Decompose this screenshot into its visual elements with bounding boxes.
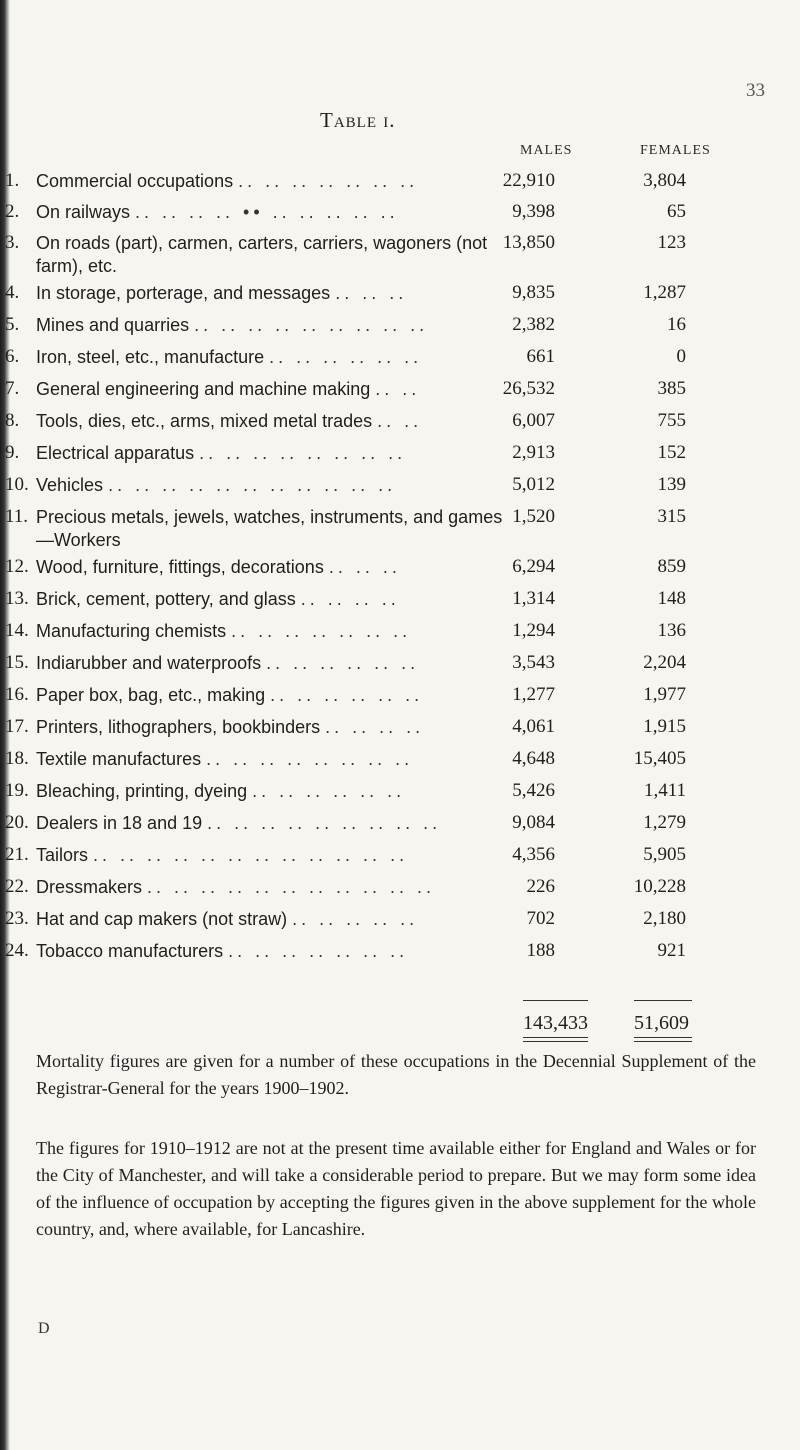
row-label: Paper box, bag, etc., making — [36, 685, 266, 705]
row-females-value: 10,228 — [633, 876, 686, 897]
row-females-value: 1,279 — [643, 812, 686, 833]
row-males-value: 6,294 — [512, 556, 555, 577]
row-males-value: 22,910 — [502, 170, 555, 191]
row-leader-dots: .. .. .. .. .. .. — [270, 685, 424, 705]
row-occupation — [36, 474, 504, 497]
row-label: Commercial occupations — [36, 171, 234, 191]
row-number: 11. — [5, 506, 29, 527]
row-males-value: 13,850 — [502, 232, 555, 253]
row-males-value: 26,532 — [502, 378, 555, 399]
column-header-females: FEMALES — [640, 143, 711, 158]
signature-mark: D — [38, 1320, 50, 1337]
row-label: Tobacco manufacturers — [36, 941, 224, 961]
row-label: Precious metals, jewels, watches, instruments, and games—Workers — [36, 507, 503, 550]
row-number: 16. — [5, 684, 29, 705]
row-leader-dots: .. .. .. — [328, 557, 401, 577]
row-number: 4. — [5, 282, 20, 303]
row-number: 1. — [5, 170, 20, 191]
row-number: 2. — [5, 201, 20, 222]
row-occupation — [36, 314, 504, 337]
row-females-value: 15,405 — [633, 748, 686, 769]
row-number: 15. — [5, 652, 29, 673]
row-label: Vehicles — [36, 475, 104, 495]
row-males-value: 2,382 — [512, 314, 555, 335]
row-occupation — [36, 876, 504, 899]
row-males-value: 1,314 — [512, 588, 555, 609]
row-leader-dots: .. .. .. .. .. .. — [266, 653, 420, 673]
row-males-value: 702 — [526, 908, 555, 929]
row-leader-dots: .. .. .. .. .. .. — [269, 347, 423, 367]
row-label: General engineering and machine making — [36, 379, 371, 399]
row-label: Textile manufactures — [36, 749, 202, 769]
row-number: 10. — [5, 474, 29, 495]
row-label: Bleaching, printing, dyeing — [36, 781, 248, 801]
row-occupation — [36, 201, 504, 224]
row-leader-dots: .. .. .. — [335, 283, 408, 303]
row-label: Tailors — [36, 845, 89, 865]
row-occupation — [36, 556, 504, 579]
row-males-value: 1,277 — [512, 684, 555, 705]
row-number: 22. — [5, 876, 29, 897]
row-females-value: 136 — [657, 620, 686, 641]
row-females-value: 5,905 — [643, 844, 686, 865]
paragraph-mortality: Mortality figures are given for a number of these occupations in the Decennial Supplement of the Registrar-General for the years 1900–1902. — [36, 1051, 756, 1098]
row-males-value: 1,520 — [512, 506, 555, 527]
row-males-value: 9,084 — [512, 812, 555, 833]
row-label: Dealers in 18 and 19 — [36, 813, 203, 833]
row-occupation — [36, 652, 504, 675]
row-leader-dots: .. .. .. .. .. .. .. — [238, 171, 419, 191]
row-number: 3. — [5, 232, 20, 253]
row-leader-dots: .. .. .. .. .. .. .. .. — [206, 749, 414, 769]
row-label: Brick, cement, pottery, and glass — [36, 589, 296, 609]
row-females-value: 755 — [657, 410, 686, 431]
row-males-value: 226 — [526, 876, 555, 897]
row-males-value: 6,007 — [512, 410, 555, 431]
row-number: 24. — [5, 940, 29, 961]
row-label: Printers, lithographers, bookbinders — [36, 717, 321, 737]
row-number: 18. — [5, 748, 29, 769]
row-occupation — [36, 812, 504, 835]
row-number: 19. — [5, 780, 29, 801]
row-leader-dots: .. .. .. .. .. — [292, 909, 419, 929]
row-occupation — [36, 684, 504, 707]
row-females-value: 921 — [657, 940, 686, 961]
row-leader-dots: .. .. .. .. — [325, 717, 425, 737]
row-males-value: 4,061 — [512, 716, 555, 737]
row-label: Hat and cap makers (not straw) — [36, 909, 288, 929]
row-label: Electrical apparatus — [36, 443, 195, 463]
row-label: On roads (part), carmen, carters, carriers, wagoners (not farm), etc. — [36, 233, 488, 276]
row-label: On railways — [36, 202, 131, 222]
row-occupation — [36, 780, 504, 803]
row-number: 6. — [5, 346, 20, 367]
row-females-value: 1,977 — [643, 684, 686, 705]
row-females-value: 16 — [667, 314, 686, 335]
row-label: Iron, steel, etc., manufacture — [36, 347, 265, 367]
row-occupation — [36, 506, 504, 552]
row-males-value: 2,913 — [512, 442, 555, 463]
row-females-value: 0 — [676, 346, 686, 367]
total-rule-females — [634, 1000, 692, 1001]
row-leader-dots: .. .. — [375, 379, 421, 399]
total-males: 143,433 — [523, 1012, 588, 1034]
row-females-value: 148 — [657, 588, 686, 609]
row-leader-dots: .. .. .. .. .. .. .. .. .. .. .. — [147, 877, 436, 897]
row-label: Indiarubber and waterproofs — [36, 653, 262, 673]
row-occupation — [36, 588, 504, 611]
row-males-value: 4,356 — [512, 844, 555, 865]
row-occupation — [36, 410, 504, 433]
row-females-value: 385 — [657, 378, 686, 399]
row-females-value: 859 — [657, 556, 686, 577]
row-label: Wood, furniture, fittings, decorations — [36, 557, 324, 577]
row-females-value: 3,804 — [643, 170, 686, 191]
page-number: 33 — [746, 80, 765, 101]
row-number: 17. — [5, 716, 29, 737]
row-label: Mines and quarries — [36, 315, 190, 335]
row-females-value: 65 — [667, 201, 686, 222]
row-leader-dots: .. .. .. .. •• .. .. .. .. .. — [135, 202, 399, 222]
row-label: Dressmakers — [36, 877, 143, 897]
row-males-value: 9,398 — [512, 201, 555, 222]
row-leader-dots: .. .. .. .. .. .. .. .. — [199, 443, 407, 463]
row-leader-dots: .. .. .. .. .. .. .. .. .. .. .. .. — [93, 845, 409, 865]
row-number: 14. — [5, 620, 29, 641]
double-rule-females — [634, 1037, 692, 1042]
row-occupation — [36, 282, 504, 305]
row-occupation — [36, 170, 504, 193]
row-number: 20. — [5, 812, 29, 833]
row-label: Manufacturing chemists — [36, 621, 227, 641]
row-females-value: 2,204 — [643, 652, 686, 673]
row-occupation — [36, 908, 504, 931]
row-leader-dots: .. .. .. .. .. .. .. — [228, 941, 409, 961]
row-leader-dots: .. .. — [377, 411, 423, 431]
row-occupation — [36, 844, 504, 867]
row-leader-dots: .. .. .. .. .. .. .. — [231, 621, 412, 641]
row-males-value: 5,012 — [512, 474, 555, 495]
row-number: 12. — [5, 556, 29, 577]
row-occupation — [36, 940, 504, 963]
row-number: 21. — [5, 844, 29, 865]
row-number: 5. — [5, 314, 20, 335]
row-males-value: 661 — [526, 346, 555, 367]
row-females-value: 2,180 — [643, 908, 686, 929]
row-females-value: 1,915 — [643, 716, 686, 737]
column-header-males: MALES — [520, 143, 573, 158]
row-occupation — [36, 232, 504, 278]
row-females-value: 1,287 — [643, 282, 686, 303]
row-occupation — [36, 748, 504, 771]
double-rule-males — [523, 1037, 588, 1042]
row-leader-dots: .. .. .. .. — [300, 589, 400, 609]
row-females-value: 152 — [657, 442, 686, 463]
row-females-value: 315 — [657, 506, 686, 527]
total-rule-males — [523, 1000, 588, 1001]
row-males-value: 4,648 — [512, 748, 555, 769]
row-occupation — [36, 378, 504, 401]
row-males-value: 3,543 — [512, 652, 555, 673]
row-number: 8. — [5, 410, 20, 431]
row-males-value: 1,294 — [512, 620, 555, 641]
paragraph-figures: The figures for 1910–1912 are not at the present time available either for England and Wales or for the City of Manchester, and will take a considerable period to prepare. But we may form some idea of the influence of occupation by accepting the figures given in the above supplement for the whole country, and, where available, for Lancashire. — [36, 1138, 756, 1239]
row-label: Tools, dies, etc., arms, mixed metal trades — [36, 411, 373, 431]
row-males-value: 5,426 — [512, 780, 555, 801]
row-number: 13. — [5, 588, 29, 609]
row-leader-dots: .. .. .. .. .. .. .. .. .. .. .. — [108, 475, 397, 495]
table-title: Table i. — [320, 108, 396, 132]
row-occupation — [36, 620, 504, 643]
row-occupation — [36, 346, 504, 369]
row-number: 23. — [5, 908, 29, 929]
row-leader-dots: .. .. .. .. .. .. — [252, 781, 406, 801]
row-occupation — [36, 716, 504, 739]
row-number: 9. — [5, 442, 20, 463]
row-males-value: 9,835 — [512, 282, 555, 303]
row-leader-dots: .. .. .. .. .. .. .. .. .. — [194, 315, 429, 335]
row-label: In storage, porterage, and messages — [36, 283, 331, 303]
row-males-value: 188 — [526, 940, 555, 961]
row-number: 7. — [5, 378, 20, 399]
row-females-value: 1,411 — [643, 780, 686, 801]
row-leader-dots: .. .. .. .. .. .. .. .. .. — [207, 813, 442, 833]
row-occupation — [36, 442, 504, 465]
total-females: 51,609 — [634, 1012, 689, 1034]
row-females-value: 139 — [657, 474, 686, 495]
row-females-value: 123 — [657, 232, 686, 253]
